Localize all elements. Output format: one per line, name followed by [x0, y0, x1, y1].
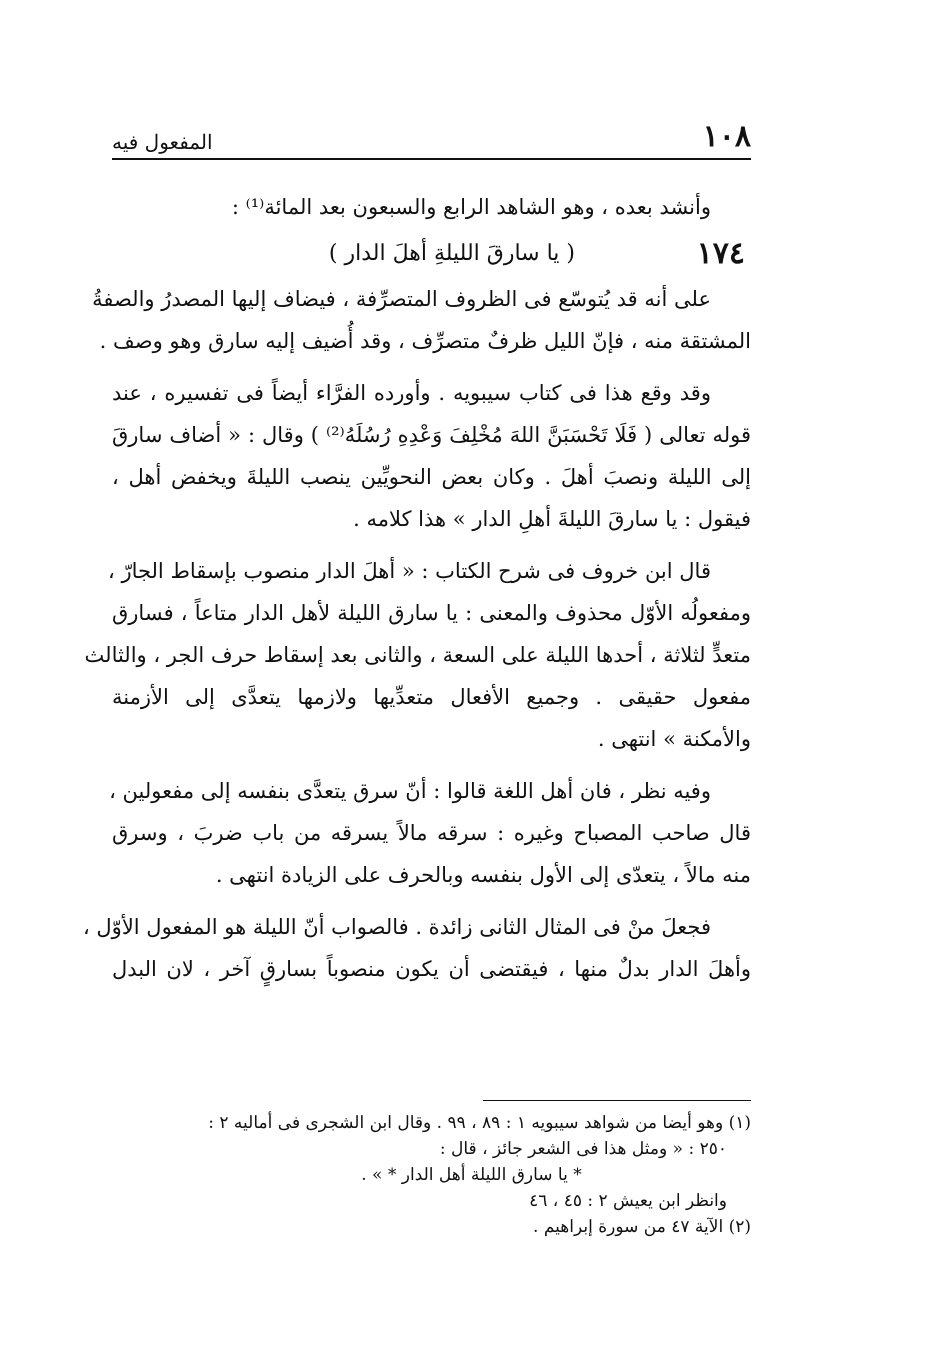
footnote-1-line-3: وانظر ابن يعيش ٢ : ٤٥ ، ٤٦: [529, 1191, 727, 1211]
text-line: والأمكنة » انتهى .: [597, 727, 751, 751]
verse-number: ١٧٤: [696, 235, 745, 271]
text-line: على أنه قد يُتوسّع فى الظروف المتصرِّفة ، فيضاف إليها المصدرُ والصفةُ: [92, 287, 711, 311]
text-line: قال ابن خروف فى شرح الكتاب : « أهلَ الدار منصوب بإسقاط الجارّ ،: [107, 559, 711, 583]
text-line: ومفعولُه الأوّل محذوف والمعنى : يا سارق الليلة لأهل الدار متاعاً ، فسارق: [112, 601, 751, 625]
text-line: قال صاحب المصباح وغيره : سرقه مالاً يسرقه من باب ضربَ ، وسرق: [112, 821, 751, 845]
footnote-1-line-2: ٢٥٠ : « ومثل هذا فى الشعر جائز ، قال :: [439, 1139, 727, 1159]
footnote-2: (٢) الآية ٤٧ من سورة إبراهيم .: [533, 1217, 751, 1237]
verse-row: [112, 228, 751, 278]
text-line: وأهلَ الدار بدلٌ منها ، فيقتضى أن يكون منصوباً بسارقٍ آخر ، لان البدل: [112, 957, 751, 981]
paragraph-2: [112, 372, 751, 540]
footnote-1-verse: * يا سارق الليلة أهل الدار * » .: [361, 1165, 582, 1185]
footnote-rule: [483, 1100, 751, 1101]
verse-text: ( يا سارقَ الليلةِ أهلَ الدار ): [328, 240, 575, 266]
header-rule: [112, 158, 751, 160]
page-number: ١٠٨: [702, 119, 751, 154]
text-line: منه مالاً ، يتعدّى إلى الأول بنفسه وبالحرف على الزيادة انتهى .: [215, 863, 751, 887]
paragraph-4: [109, 770, 751, 896]
text-line: وفيه نظر ، فان أهل اللغة قالوا : أنّ سرق يتعدَّى بنفسه إلى مفعولين ،: [109, 779, 711, 803]
text-line: مفعول حقيقى . وجميع الأفعال متعدِّيها ولازمها يتعدَّى إلى الأزمنة: [112, 685, 751, 709]
page-header: [112, 118, 751, 154]
text-line: متعدٍّ لثلاثة ، أحدها الليلة على السعة ، والثانى بعد إسقاط حرف الجر ، والثالث: [84, 643, 751, 667]
text-line: فيقول : يا سارقَ الليلةَ أهلِ الدار » هذا كلامه .: [353, 507, 751, 531]
text-line: قوله تعالى ( فَلَا تَحْسَبَنَّ اللهَ مُخْلِفَ وَعْدِهِ رُسُلَهُ⁽²⁾ ) وقال : « أضاف سارقَ: [112, 423, 751, 447]
running-title: المفعول فيه: [112, 130, 213, 154]
paragraph-5: [82, 906, 751, 990]
text-line: فجعلَ منْ فى المثال الثانى زائدة . فالصواب أنّ الليلة هو المفعول الأوّل ،: [82, 915, 711, 939]
paragraph-1: [92, 278, 751, 362]
intro-line: وأنشد بعده ، وهو الشاهد الرابع والسبعون بعد المائة⁽¹⁾ :: [231, 195, 711, 219]
main-text: [82, 186, 751, 990]
footnote-1-line-1: (١) وهو أيضا من شواهد سيبويه ١ : ٨٩ ، ٩٩ . وقال ابن الشجرى فى أماليه ٢ :: [208, 1113, 751, 1133]
footnotes: [112, 1110, 751, 1240]
paragraph-3: [84, 550, 751, 760]
text-line: إلى الليلة ونصبَ أهلَ . وكان بعض النحويِّين ينصب الليلةَ ويخفض أهل ،: [112, 465, 751, 489]
text-line: وقد وقع هذا فى كتاب سيبويه . وأورده الفرَّاء أيضاً فى تفسيره ، عند: [112, 381, 711, 405]
text-line: المشتقة منه ، فإنّ الليل ظرفٌ متصرِّف ، وقد أُضيف إليه سارق وهو وصف .: [99, 329, 751, 353]
